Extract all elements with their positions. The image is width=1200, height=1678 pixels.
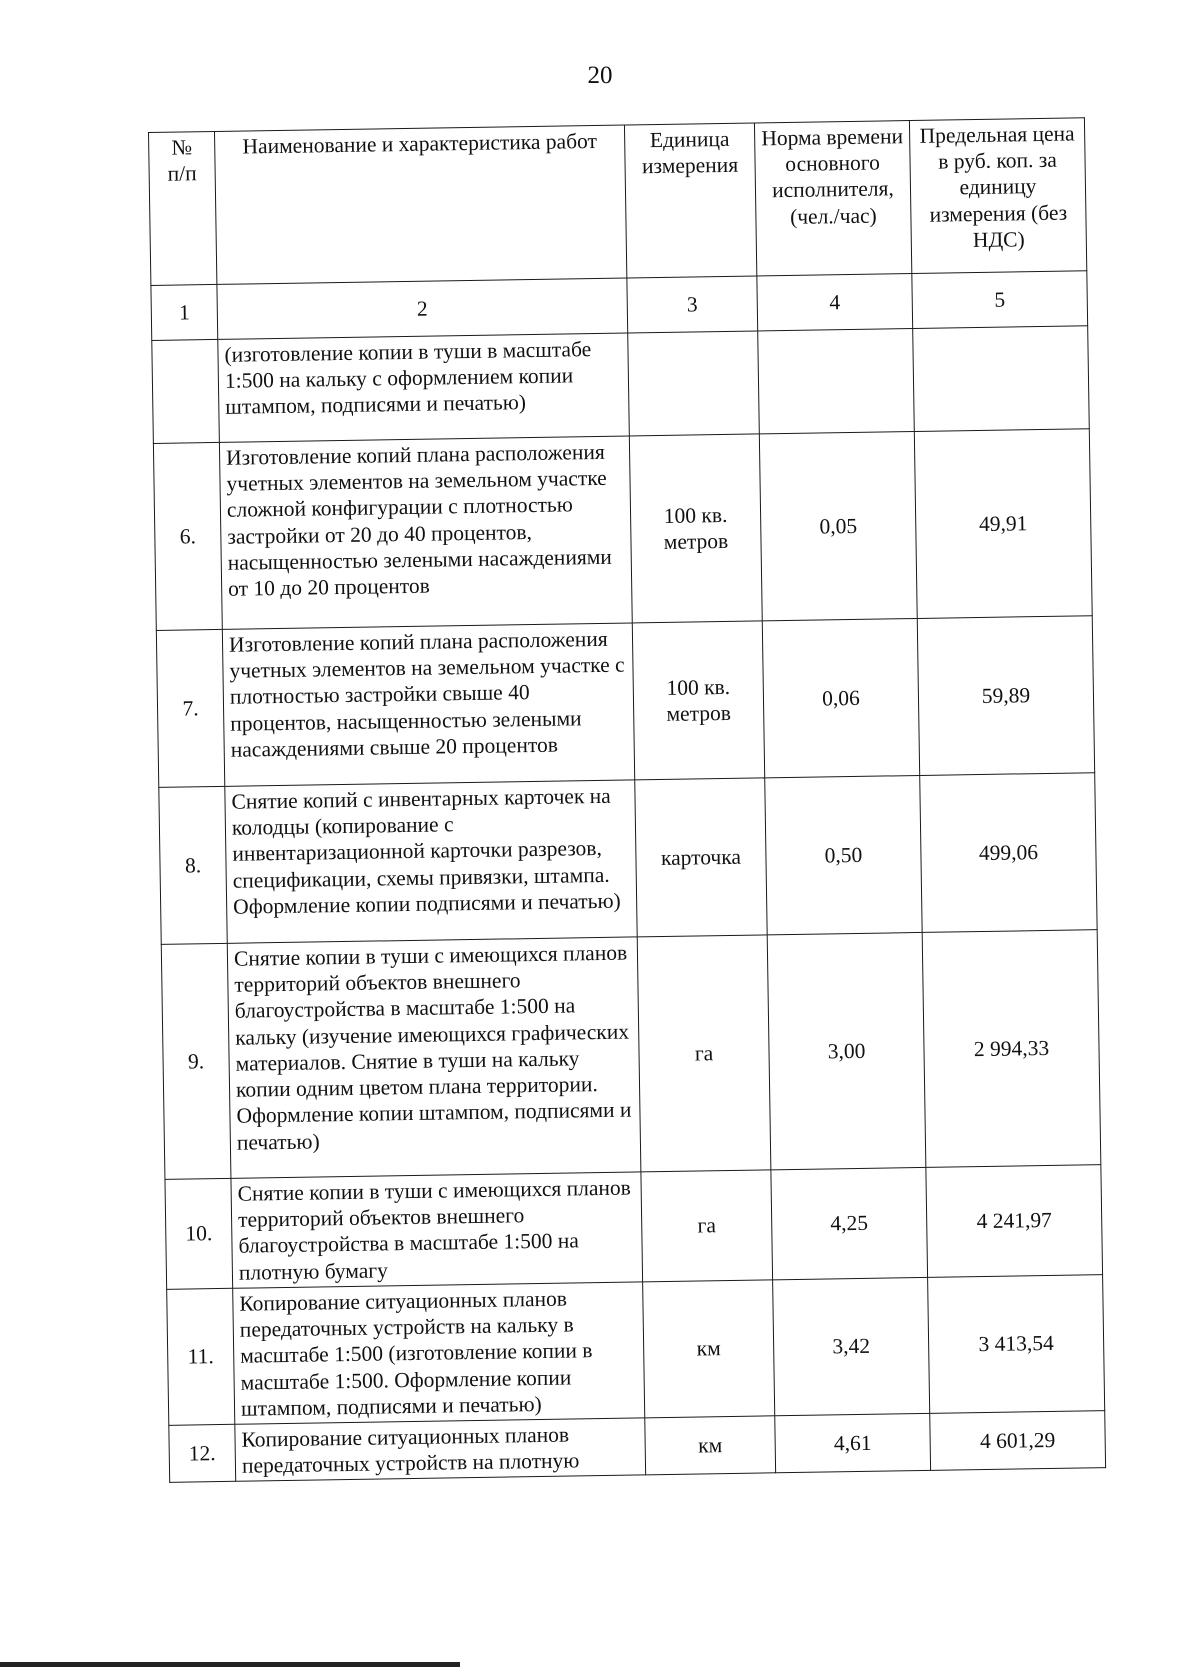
row-unit: карточка [635, 778, 767, 937]
row-unit: га [637, 935, 771, 1172]
table-row [159, 773, 1097, 945]
row-number: 10. [165, 1178, 233, 1289]
row-number [152, 339, 220, 443]
row-price: 49,91 [914, 429, 1092, 619]
row-time-norm: 0,06 [762, 618, 919, 777]
row-time-norm: 3,00 [767, 932, 926, 1169]
row-description: Копирование ситуационных планов передаточных устройств на плотную [235, 1418, 646, 1482]
table-row [161, 930, 1101, 1180]
header-time-norm: Норма времени основного исполнителя, (чел./час) [754, 121, 911, 276]
table-header-row [149, 118, 1087, 286]
row-price: 3 413,54 [928, 1275, 1105, 1414]
row-time-norm: 4,25 [771, 1167, 928, 1279]
row-description: Изготовление копий плана расположения учетных элементов на земельном участке сложной конфигурации с плотностью застройки от 20 до 40 процентов, насыщенностью зелеными насаждениями от 10 до 20 процентов [219, 436, 632, 629]
row-unit: 100 кв. метров [629, 434, 762, 623]
row-description: Копирование ситуационных планов передаточных устройств на кальку в масштабе 1:500 (изготовление копии в масштабе 1:500. Оформление копии штампом, подписями и печатью) [233, 1282, 645, 1425]
header-work-description: Наименование и характеристика работ [214, 125, 626, 284]
row-description: Снятие копии в туши с имеющихся планов территорий объектов внешнего благоустройства в масштабе 1:500 на кальку (изучение имеющихся графических материалов. Снятие в туши на кальку копии одним цветом плана территории. Оформление копии штампом, подписями и печатью) [227, 937, 641, 1178]
row-description: Снятие копий с инвентарных карточек на колодцы (копирование с инвентаризационной карточки разрезов, спецификации, схемы привязки, штампа. Оформление копии подписями и печатью) [225, 780, 637, 943]
row-time-norm: 3,42 [773, 1277, 930, 1416]
row-description: Снятие копии в туши с имеющихся планов территорий объектов внешнего благоустройства в масштабе 1:500 на плотную бумагу [231, 1172, 643, 1288]
row-price: 4 241,97 [926, 1165, 1103, 1278]
row-number: 6. [153, 442, 222, 630]
header-unit: Единица измерения [624, 123, 756, 278]
column-number: 5 [912, 271, 1088, 329]
table-row [165, 1165, 1103, 1290]
row-price [913, 326, 1090, 432]
row-description: (изготовление копии в туши в масштабе 1:500 на кальку с оформлением копии штампом, подписями и печатью) [218, 333, 630, 442]
row-time-norm: 4,61 [775, 1413, 931, 1473]
row-number: 8. [159, 786, 227, 944]
table-row [153, 429, 1092, 631]
pricing-table-wrapper [148, 117, 1106, 1483]
row-price: 59,89 [917, 616, 1094, 776]
row-price: 4 601,29 [930, 1411, 1106, 1471]
column-number: 1 [151, 284, 218, 340]
row-time-norm: 0,05 [759, 432, 917, 621]
row-number: 12. [169, 1424, 236, 1482]
header-number: № п/п [149, 131, 217, 285]
table-row [152, 326, 1090, 444]
row-time-norm [758, 329, 915, 434]
row-price: 2 994,33 [922, 930, 1101, 1168]
scan-edge-rule [0, 1662, 460, 1667]
row-unit: га [641, 1170, 773, 1282]
row-number: 9. [161, 943, 231, 1179]
row-time-norm: 0,50 [765, 775, 922, 934]
row-unit: км [645, 1416, 776, 1475]
pricing-table [148, 117, 1106, 1483]
header-max-price: Предельная цена в руб. коп. за единицу измерения (без НДС) [909, 118, 1086, 274]
row-price: 499,06 [920, 773, 1097, 933]
row-unit: 100 кв. метров [632, 621, 764, 780]
table-row [167, 1275, 1105, 1426]
row-unit: км [643, 1280, 775, 1418]
row-unit [628, 331, 760, 436]
column-number: 3 [627, 276, 758, 333]
row-number: 7. [156, 629, 224, 787]
page-number: 20 [587, 62, 613, 89]
row-description: Изготовление копий плана расположения учетных элементов на земельном участке с плотностью застройки свыше 40 процентов, насыщенностью зелеными насаждениями свыше 20 процентов [222, 623, 634, 786]
column-number: 2 [217, 278, 628, 339]
table-row [156, 616, 1094, 788]
row-number: 11. [167, 1288, 235, 1425]
column-number: 4 [757, 274, 913, 331]
